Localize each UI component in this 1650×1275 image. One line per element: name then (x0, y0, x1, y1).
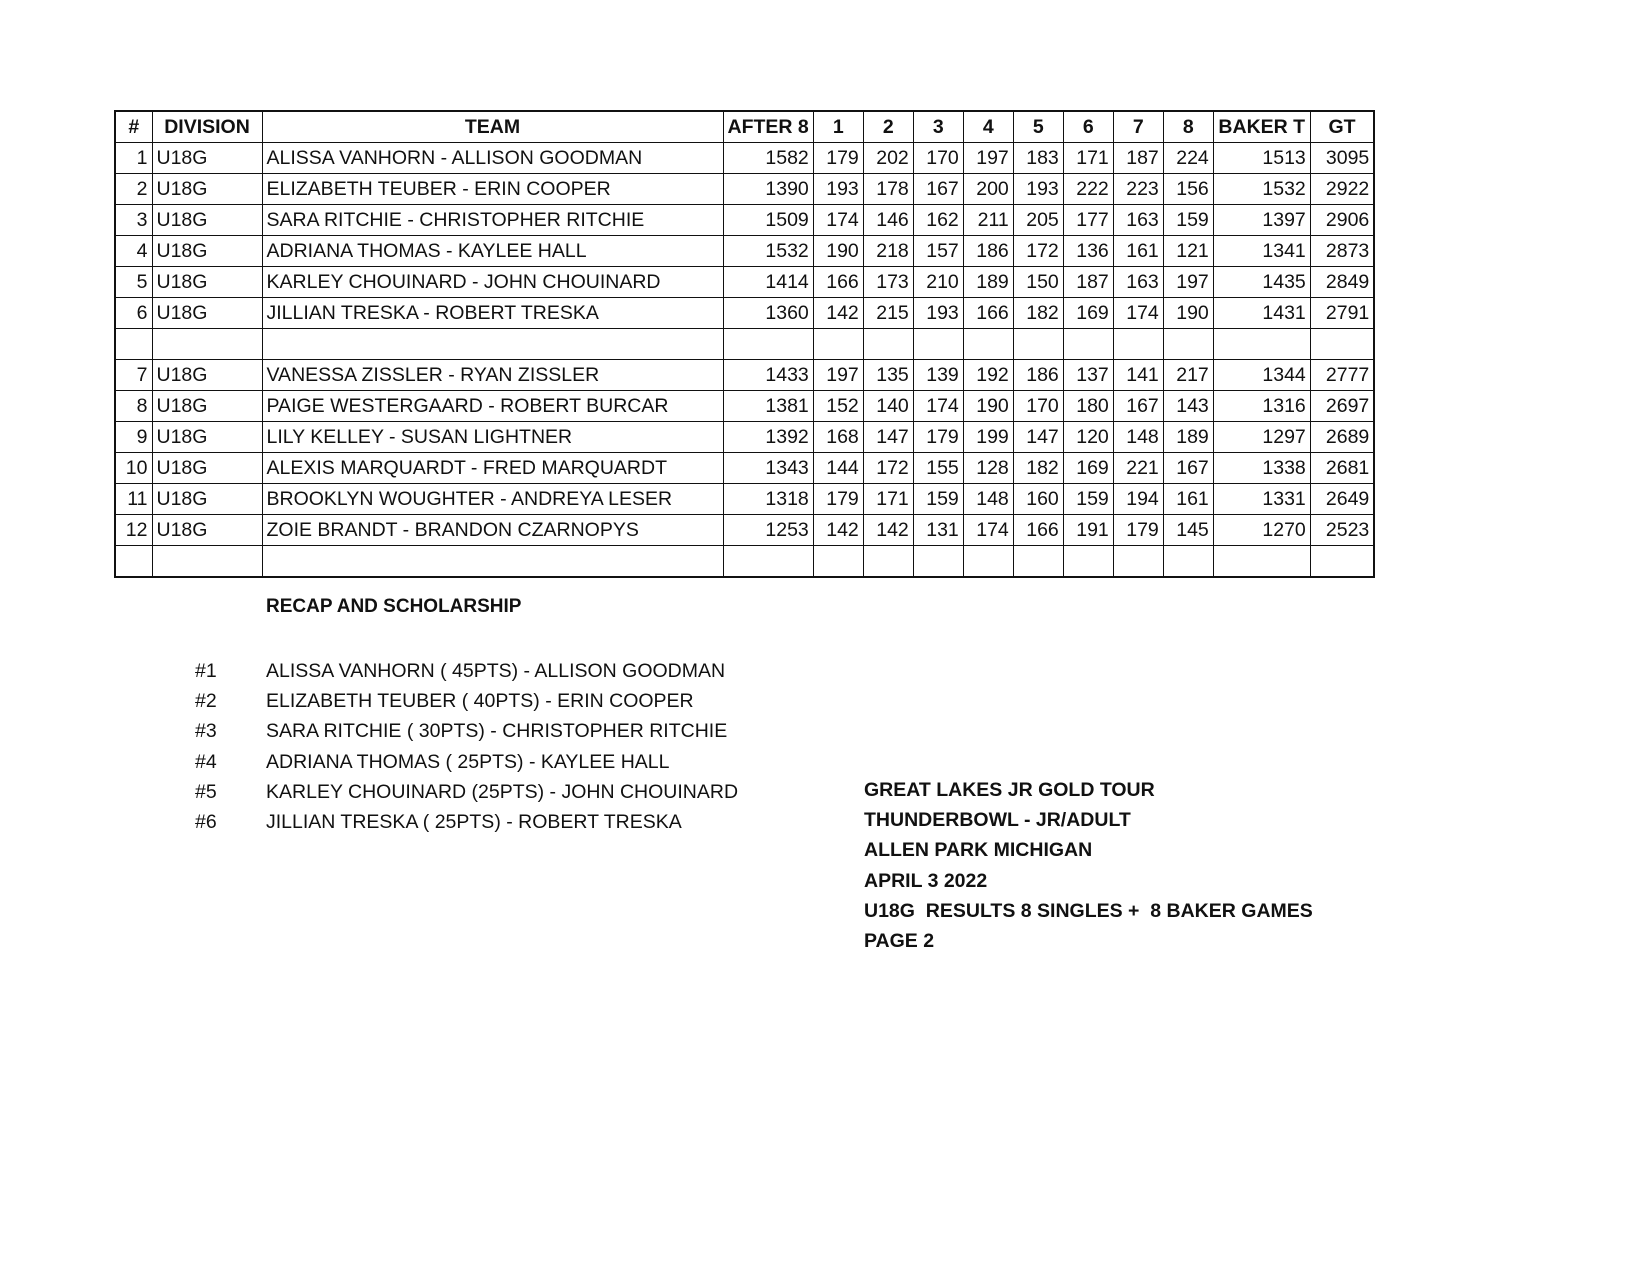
cell-game-8: 156 (1163, 174, 1213, 205)
cell-game-5: 172 (1013, 236, 1063, 267)
cell-division: U18G (152, 484, 262, 515)
cell-game-2: 140 (863, 391, 913, 422)
cell-team: PAIGE WESTERGAARD - ROBERT BURCAR (262, 391, 723, 422)
cell-baker-total: 1431 (1213, 298, 1310, 329)
event-tour-name: GREAT LAKES JR GOLD TOUR (864, 779, 1155, 801)
cell-game-1: 166 (813, 267, 863, 298)
cell-grand-total: 2697 (1310, 391, 1374, 422)
cell-after-8: 1360 (723, 298, 813, 329)
header-game-2: 2 (863, 111, 913, 143)
cell-game-4: 199 (963, 422, 1013, 453)
recap-rank: #3 (195, 720, 217, 743)
cell-game-3: 193 (913, 298, 963, 329)
cell-grand-total: 2649 (1310, 484, 1374, 515)
header-game-5: 5 (1013, 111, 1063, 143)
table-row (115, 422, 1374, 453)
cell-baker-total: 1532 (1213, 174, 1310, 205)
cell-grand-total: 2681 (1310, 453, 1374, 484)
table-row (115, 360, 1374, 391)
cell-rank (115, 329, 152, 360)
table-row (115, 143, 1374, 174)
cell-game-3: 131 (913, 515, 963, 546)
recap-title: RECAP AND SCHOLARSHIP (266, 596, 522, 617)
cell-rank: 8 (115, 391, 152, 422)
cell-rank: 7 (115, 360, 152, 391)
header-game-7: 7 (1113, 111, 1163, 143)
cell-game-2 (863, 546, 913, 578)
cell-grand-total: 2777 (1310, 360, 1374, 391)
cell-game-2: 135 (863, 360, 913, 391)
cell-game-3: 157 (913, 236, 963, 267)
cell-rank: 5 (115, 267, 152, 298)
cell-game-4: 211 (963, 205, 1013, 236)
header-game-3: 3 (913, 111, 963, 143)
cell-game-2: 172 (863, 453, 913, 484)
table-row (115, 236, 1374, 267)
cell-game-1: 142 (813, 298, 863, 329)
header-game-6: 6 (1063, 111, 1113, 143)
cell-baker-total: 1338 (1213, 453, 1310, 484)
cell-game-5: 160 (1013, 484, 1063, 515)
cell-game-1: 193 (813, 174, 863, 205)
cell-grand-total: 2689 (1310, 422, 1374, 453)
cell-game-6: 159 (1063, 484, 1113, 515)
table-row (115, 205, 1374, 236)
cell-division: U18G (152, 391, 262, 422)
cell-division: U18G (152, 298, 262, 329)
cell-team: LILY KELLEY - SUSAN LIGHTNER (262, 422, 723, 453)
cell-game-1 (813, 546, 863, 578)
table-row (115, 515, 1374, 546)
cell-game-8: 159 (1163, 205, 1213, 236)
cell-baker-total: 1270 (1213, 515, 1310, 546)
cell-grand-total: 3095 (1310, 143, 1374, 174)
cell-rank: 3 (115, 205, 152, 236)
recap-item (195, 656, 738, 686)
cell-grand-total (1310, 329, 1374, 360)
cell-grand-total: 2849 (1310, 267, 1374, 298)
header-game-4: 4 (963, 111, 1013, 143)
cell-rank: 6 (115, 298, 152, 329)
cell-game-8: 145 (1163, 515, 1213, 546)
cell-team: BROOKLYN WOUGHTER - ANDREYA LESER (262, 484, 723, 515)
cell-game-1: 197 (813, 360, 863, 391)
cell-game-8: 161 (1163, 484, 1213, 515)
cell-baker-total: 1397 (1213, 205, 1310, 236)
cell-after-8: 1392 (723, 422, 813, 453)
cell-game-4: 197 (963, 143, 1013, 174)
results-table (114, 110, 1375, 578)
cell-game-5: 182 (1013, 453, 1063, 484)
cell-game-1: 190 (813, 236, 863, 267)
recap-rank: #4 (195, 750, 217, 773)
cell-baker-total: 1513 (1213, 143, 1310, 174)
cell-game-8: 197 (1163, 267, 1213, 298)
cell-team (262, 329, 723, 360)
cell-game-5: 193 (1013, 174, 1063, 205)
cell-rank: 10 (115, 453, 152, 484)
cell-after-8: 1318 (723, 484, 813, 515)
cell-grand-total: 2873 (1310, 236, 1374, 267)
cell-game-5: 183 (1013, 143, 1063, 174)
recap-list (195, 656, 738, 837)
cell-game-3: 159 (913, 484, 963, 515)
cell-division: U18G (152, 205, 262, 236)
cell-after-8: 1509 (723, 205, 813, 236)
cell-game-6: 191 (1063, 515, 1113, 546)
cell-rank: 9 (115, 422, 152, 453)
cell-game-2: 215 (863, 298, 913, 329)
cell-game-1 (813, 329, 863, 360)
cell-game-7: 174 (1113, 298, 1163, 329)
cell-game-8: 189 (1163, 422, 1213, 453)
cell-game-6: 169 (1063, 298, 1113, 329)
cell-team: ADRIANA THOMAS - KAYLEE HALL (262, 236, 723, 267)
cell-baker-total: 1316 (1213, 391, 1310, 422)
cell-game-3: 170 (913, 143, 963, 174)
cell-game-8: 190 (1163, 298, 1213, 329)
cell-game-7: 187 (1113, 143, 1163, 174)
cell-game-4: 189 (963, 267, 1013, 298)
cell-game-6 (1063, 329, 1113, 360)
recap-text: ELIZABETH TEUBER ( 40PTS) - ERIN COOPER (266, 690, 694, 713)
cell-rank: 1 (115, 143, 152, 174)
cell-division (152, 329, 262, 360)
cell-game-4: 186 (963, 236, 1013, 267)
cell-team: VANESSA ZISSLER - RYAN ZISSLER (262, 360, 723, 391)
cell-grand-total: 2906 (1310, 205, 1374, 236)
cell-division: U18G (152, 515, 262, 546)
cell-game-6: 177 (1063, 205, 1113, 236)
cell-game-3: 179 (913, 422, 963, 453)
recap-text: ALISSA VANHORN ( 45PTS) - ALLISON GOODMAN (266, 660, 726, 682)
table-row (115, 391, 1374, 422)
cell-division: U18G (152, 143, 262, 174)
cell-game-1: 142 (813, 515, 863, 546)
cell-game-8 (1163, 546, 1213, 578)
cell-baker-total (1213, 329, 1310, 360)
cell-game-3: 210 (913, 267, 963, 298)
recap-item (195, 807, 738, 837)
cell-game-4 (963, 546, 1013, 578)
table-body (115, 143, 1374, 578)
cell-game-4: 174 (963, 515, 1013, 546)
cell-game-7: 194 (1113, 484, 1163, 515)
cell-game-5: 182 (1013, 298, 1063, 329)
cell-after-8: 1381 (723, 391, 813, 422)
cell-team: KARLEY CHOUINARD - JOHN CHOUINARD (262, 267, 723, 298)
cell-game-3: 167 (913, 174, 963, 205)
cell-game-6 (1063, 546, 1113, 578)
cell-team (262, 546, 723, 578)
cell-game-2: 178 (863, 174, 913, 205)
cell-team: SARA RITCHIE - CHRISTOPHER RITCHIE (262, 205, 723, 236)
cell-game-4: 200 (963, 174, 1013, 205)
table-row (115, 329, 1374, 360)
cell-game-5: 150 (1013, 267, 1063, 298)
cell-team: ELIZABETH TEUBER - ERIN COOPER (262, 174, 723, 205)
cell-game-5: 186 (1013, 360, 1063, 391)
cell-game-7: 148 (1113, 422, 1163, 453)
cell-game-7: 163 (1113, 267, 1163, 298)
event-date: APRIL 3 2022 (864, 869, 988, 892)
table-row (115, 298, 1374, 329)
cell-division: U18G (152, 453, 262, 484)
cell-game-8: 121 (1163, 236, 1213, 267)
cell-after-8: 1582 (723, 143, 813, 174)
cell-game-6: 169 (1063, 453, 1113, 484)
cell-team: ZOIE BRANDT - BRANDON CZARNOPYS (262, 515, 723, 546)
cell-after-8: 1414 (723, 267, 813, 298)
cell-grand-total: 2523 (1310, 515, 1374, 546)
cell-game-8: 143 (1163, 391, 1213, 422)
recap-rank: #1 (195, 660, 217, 682)
cell-division: U18G (152, 236, 262, 267)
cell-after-8: 1253 (723, 515, 813, 546)
header-rank: # (115, 111, 152, 143)
cell-game-2: 202 (863, 143, 913, 174)
header-after-8: AFTER 8 (723, 111, 813, 143)
cell-division (152, 546, 262, 578)
cell-baker-total (1213, 546, 1310, 578)
cell-baker-total: 1344 (1213, 360, 1310, 391)
cell-game-2: 147 (863, 422, 913, 453)
cell-rank: 2 (115, 174, 152, 205)
cell-after-8: 1532 (723, 236, 813, 267)
cell-game-4: 148 (963, 484, 1013, 515)
table-row (115, 453, 1374, 484)
cell-game-7 (1113, 329, 1163, 360)
recap-rank: #6 (195, 810, 217, 833)
cell-game-7 (1113, 546, 1163, 578)
cell-game-5 (1013, 329, 1063, 360)
recap-text: ADRIANA THOMAS ( 25PTS) - KAYLEE HALL (266, 750, 670, 773)
header-baker-total: BAKER T (1213, 111, 1310, 143)
cell-game-7: 223 (1113, 174, 1163, 205)
cell-game-4: 128 (963, 453, 1013, 484)
cell-game-1: 179 (813, 484, 863, 515)
header-game-1: 1 (813, 111, 863, 143)
cell-game-2: 218 (863, 236, 913, 267)
table-row (115, 267, 1374, 298)
recap-item (195, 747, 738, 777)
cell-baker-total: 1331 (1213, 484, 1310, 515)
cell-grand-total: 2791 (1310, 298, 1374, 329)
cell-game-6: 137 (1063, 360, 1113, 391)
cell-game-8 (1163, 329, 1213, 360)
cell-game-2: 171 (863, 484, 913, 515)
cell-game-2: 146 (863, 205, 913, 236)
cell-team: JILLIAN TRESKA - ROBERT TRESKA (262, 298, 723, 329)
event-description: U18G RESULTS 8 SINGLES + 8 BAKER GAMES (864, 899, 1313, 922)
table-row (115, 484, 1374, 515)
cell-division: U18G (152, 422, 262, 453)
cell-after-8: 1433 (723, 360, 813, 391)
cell-game-5: 170 (1013, 391, 1063, 422)
recap-item (195, 686, 738, 716)
cell-game-6: 180 (1063, 391, 1113, 422)
header-division: DIVISION (152, 111, 262, 143)
cell-game-5: 166 (1013, 515, 1063, 546)
cell-game-7: 161 (1113, 236, 1163, 267)
cell-game-1: 179 (813, 143, 863, 174)
table-header-row (115, 111, 1374, 143)
header-game-8: 8 (1163, 111, 1213, 143)
cell-game-7: 163 (1113, 205, 1163, 236)
cell-division: U18G (152, 360, 262, 391)
cell-grand-total: 2922 (1310, 174, 1374, 205)
cell-rank (115, 546, 152, 578)
cell-team: ALEXIS MARQUARDT - FRED MARQUARDT (262, 453, 723, 484)
cell-baker-total: 1435 (1213, 267, 1310, 298)
event-info (864, 775, 1313, 956)
cell-game-6: 120 (1063, 422, 1113, 453)
cell-grand-total (1310, 546, 1374, 578)
cell-game-4: 166 (963, 298, 1013, 329)
cell-after-8: 1343 (723, 453, 813, 484)
cell-game-1: 144 (813, 453, 863, 484)
cell-division: U18G (152, 174, 262, 205)
cell-game-8: 217 (1163, 360, 1213, 391)
cell-game-5: 147 (1013, 422, 1063, 453)
cell-team: ALISSA VANHORN - ALLISON GOODMAN (262, 143, 723, 174)
cell-game-4: 190 (963, 391, 1013, 422)
table-row (115, 546, 1374, 578)
recap-item (195, 716, 738, 746)
cell-game-6: 187 (1063, 267, 1113, 298)
recap-text: SARA RITCHIE ( 30PTS) - CHRISTOPHER RITCHIE (266, 720, 728, 743)
cell-game-7: 167 (1113, 391, 1163, 422)
cell-rank: 11 (115, 484, 152, 515)
cell-rank: 4 (115, 236, 152, 267)
cell-after-8 (723, 546, 813, 578)
cell-baker-total: 1297 (1213, 422, 1310, 453)
cell-game-1: 174 (813, 205, 863, 236)
recap-rank: #5 (195, 780, 217, 803)
cell-game-7: 141 (1113, 360, 1163, 391)
recap-rank: #2 (195, 690, 217, 713)
cell-game-3: 174 (913, 391, 963, 422)
cell-game-7: 221 (1113, 453, 1163, 484)
recap-text: JILLIAN TRESKA ( 25PTS) - ROBERT TRESKA (266, 810, 682, 833)
cell-game-3 (913, 546, 963, 578)
cell-game-6: 222 (1063, 174, 1113, 205)
event-page-number: PAGE 2 (864, 929, 935, 952)
cell-game-6: 136 (1063, 236, 1113, 267)
cell-game-2 (863, 329, 913, 360)
recap-text: KARLEY CHOUINARD (25PTS) - JOHN CHOUINARD (266, 780, 739, 803)
cell-game-3 (913, 329, 963, 360)
cell-game-1: 152 (813, 391, 863, 422)
cell-after-8: 1390 (723, 174, 813, 205)
header-grand-total: GT (1310, 111, 1374, 143)
cell-game-3: 155 (913, 453, 963, 484)
cell-baker-total: 1341 (1213, 236, 1310, 267)
cell-after-8 (723, 329, 813, 360)
cell-game-4: 192 (963, 360, 1013, 391)
recap-item (195, 777, 738, 807)
cell-game-6: 171 (1063, 143, 1113, 174)
cell-game-3: 139 (913, 360, 963, 391)
cell-game-2: 142 (863, 515, 913, 546)
cell-game-2: 173 (863, 267, 913, 298)
cell-game-8: 167 (1163, 453, 1213, 484)
header-team: TEAM (262, 111, 723, 143)
cell-game-8: 224 (1163, 143, 1213, 174)
cell-game-7: 179 (1113, 515, 1163, 546)
cell-game-5 (1013, 546, 1063, 578)
cell-game-3: 162 (913, 205, 963, 236)
table-row (115, 174, 1374, 205)
cell-rank: 12 (115, 515, 152, 546)
cell-game-1: 168 (813, 422, 863, 453)
event-venue: THUNDERBOWL - JR/ADULT (864, 809, 1131, 832)
event-location: ALLEN PARK MICHIGAN (864, 839, 1093, 862)
cell-game-5: 205 (1013, 205, 1063, 236)
cell-division: U18G (152, 267, 262, 298)
cell-game-4 (963, 329, 1013, 360)
